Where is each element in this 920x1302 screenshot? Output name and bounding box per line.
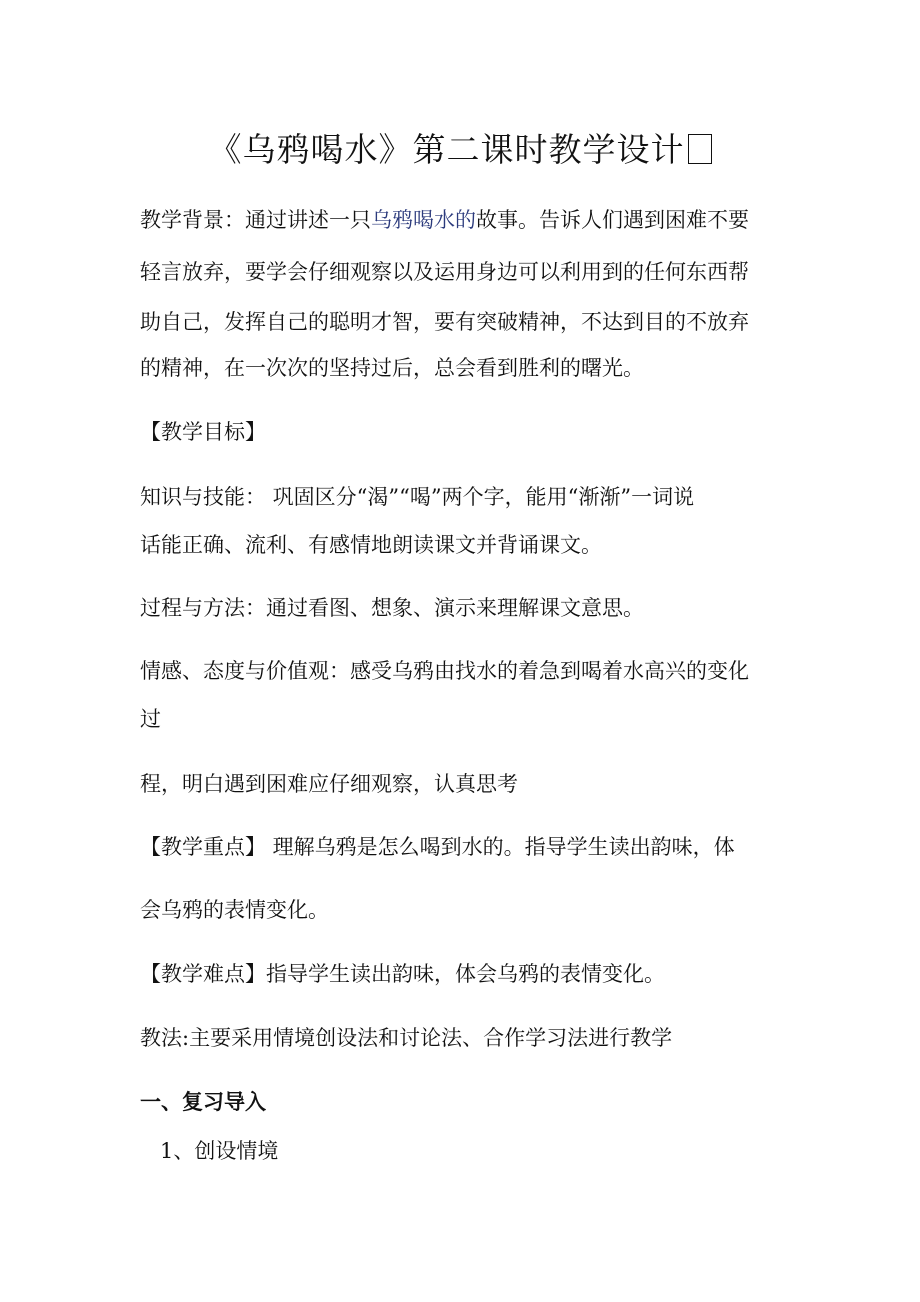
- section-item-1: 1、创设情境: [160, 1139, 279, 1163]
- process-method-line: 过程与方法：通过看图、想象、演示来理解课文意思。: [140, 596, 644, 620]
- knowledge-line-2: 话能正确、流利、有感情地朗读课文并背诵课文。: [140, 533, 602, 557]
- key-point-line-1: 【教学重点】 理解乌鸦是怎么喝到水的。指导学生读出韵味，体: [140, 835, 735, 859]
- title-text: 《乌鸦喝水》第二课时教学设计: [208, 130, 685, 169]
- section-heading-review: 一、复习导入: [140, 1090, 266, 1114]
- knowledge-line-1: 知识与技能： 巩固区分“渴”“喝”两个字，能用“渐渐”一词说: [140, 485, 695, 509]
- background-label: 教学背景：: [140, 208, 245, 232]
- background-line-1: 教学背景：通过讲述一只乌鸦喝水的故事。告诉人们遇到困难不要: [140, 208, 749, 232]
- background-line-4: 的精神，在一次次的坚持过后，总会看到胜利的曙光。: [140, 356, 644, 380]
- key-point-line-2: 会乌鸦的表情变化。: [140, 898, 329, 922]
- emotion-line-1: 情感、态度与价值观：感受乌鸦由找水的着急到喝着水高兴的变化: [140, 659, 749, 683]
- missing-glyph-box: [688, 134, 712, 164]
- emotion-line-2: 过: [140, 707, 161, 731]
- objectives-heading: 【教学目标】: [140, 420, 266, 444]
- emotion-line-3: 程，明白遇到困难应仔细观察，认真思考: [140, 772, 518, 796]
- teaching-method-line: 教法:主要采用情境创设法和讨论法、合作学习法进行教学: [140, 1026, 673, 1050]
- background-line-2: 轻言放弃，要学会仔细观察以及运用身边可以利用到的任何东西帮: [140, 260, 749, 284]
- background-highlight: 乌鸦喝水的: [371, 208, 476, 232]
- background-line-3: 助自己，发挥自己的聪明才智，要有突破精神，不达到目的不放弃: [140, 310, 749, 334]
- document-title: [0, 128, 920, 172]
- difficulty-line: 【教学难点】指导学生读出韵味，体会乌鸦的表情变化。: [140, 962, 665, 986]
